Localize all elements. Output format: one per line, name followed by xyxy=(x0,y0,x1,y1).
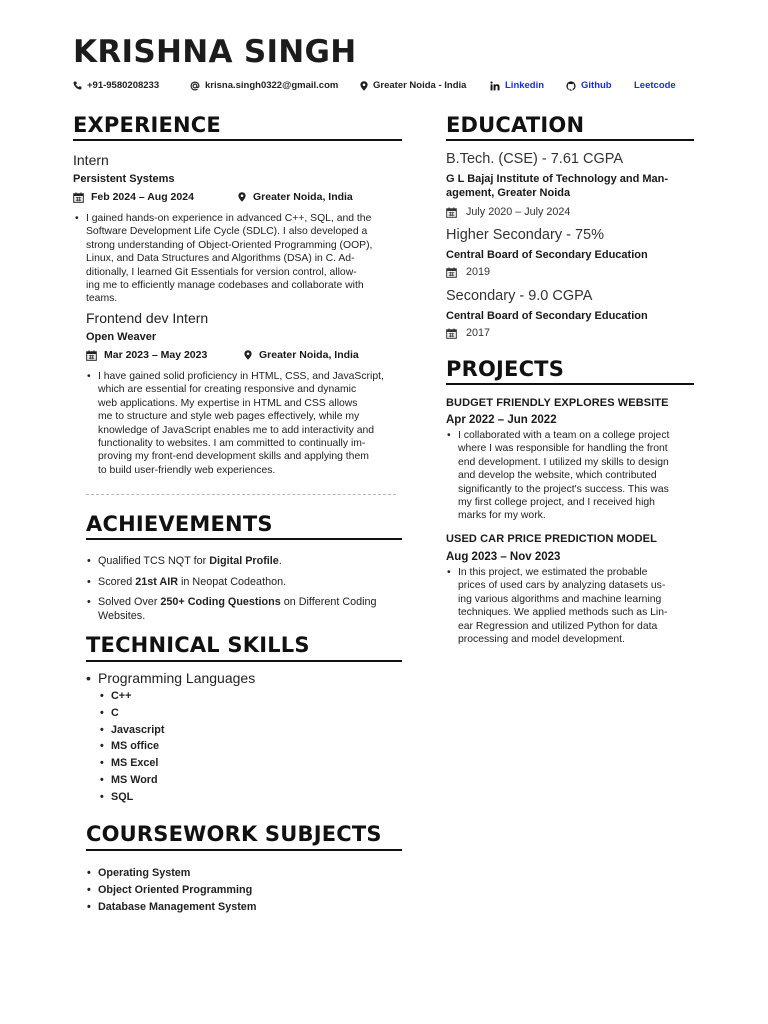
map-marker-icon xyxy=(360,81,368,91)
github-link[interactable] xyxy=(566,80,612,91)
coursework-item: • Operating System xyxy=(98,865,398,882)
calendar-icon xyxy=(86,350,97,361)
achievement-text: Qualified TCS NQT for xyxy=(98,555,210,567)
job-location-text: Greater Noida, India xyxy=(253,191,353,203)
description-line: teams. xyxy=(86,293,118,305)
job-dates xyxy=(73,191,194,203)
description-line: • I gained hands-on experience in advanced C++, SQL, and the xyxy=(86,213,372,224)
linkedin-text: Linkedin xyxy=(505,80,545,91)
description-line: proving my front-end development skills and applying them xyxy=(98,451,369,463)
description-line: • In this project, we estimated the probable xyxy=(458,567,648,578)
skills-divider xyxy=(86,660,402,662)
edu-school-line: Central Board of Secondary Education xyxy=(446,310,648,322)
edu-school xyxy=(446,309,696,323)
location-text: Greater Noida - India xyxy=(373,80,467,91)
coursework-item: • Object Oriented Programming xyxy=(98,882,398,899)
edu-school xyxy=(446,248,696,262)
edu-school-line: Central Board of Secondary Education xyxy=(446,249,648,261)
achievement-item xyxy=(98,555,408,569)
linkedin-link[interactable] xyxy=(490,80,544,91)
phone-contact[interactable] xyxy=(73,80,159,91)
description-line: ear Regression and utilized Python for data xyxy=(458,620,658,632)
description-line: functionality to websites. I am committed to continually im- xyxy=(98,438,366,450)
skills-list xyxy=(111,688,386,806)
achievement-highlight: Digital Profile xyxy=(209,555,279,567)
description-line: • I have gained solid proficiency in HTML, CSS, and JavaScript, xyxy=(98,371,384,382)
achievement-item xyxy=(98,576,408,590)
at-icon xyxy=(190,81,200,91)
description-line: significantly to the project's success. This was xyxy=(458,483,669,495)
calendar-icon xyxy=(446,328,457,339)
coursework-list xyxy=(98,865,398,915)
achievement-item xyxy=(98,596,408,623)
education-divider xyxy=(446,139,694,141)
description-line: Software Development Life Cycle (SDLC). I also developed a xyxy=(86,226,368,238)
job-company: Persistent Systems xyxy=(73,173,175,185)
description-line: which are essential for creating responsive and dynamic xyxy=(98,384,357,396)
edu-school-line: G L Bajaj Institute of Technology and Man- xyxy=(446,173,669,185)
description-line: ing various algorithms and machine learning xyxy=(458,593,662,605)
job-description xyxy=(98,370,413,477)
description-line: processing and model development. xyxy=(458,634,625,646)
skills-heading: TECHNICAL SKILLS xyxy=(86,633,310,657)
section-separator xyxy=(86,494,396,495)
edu-degree: Secondary - 9.0 CGPA xyxy=(446,288,593,304)
achievement-text: . xyxy=(278,555,282,567)
description-line: marks for my work. xyxy=(458,510,546,522)
skills-group-label: Programming Languages xyxy=(98,670,256,686)
description-line: strong understanding of Object-Oriented Programming (OOP), xyxy=(86,239,373,251)
edu-dates xyxy=(446,327,490,339)
achievement-highlight: 21st AIR xyxy=(135,575,179,588)
phone-text: +91-9580208233 xyxy=(87,80,160,91)
project-name: BUDGET FRIENDLY EXPLORES WEBSITE xyxy=(446,397,669,409)
edu-dates xyxy=(446,206,570,218)
achievement-text: Scored xyxy=(98,575,136,588)
achievement-highlight: 250+ Coding Questions xyxy=(160,596,281,608)
map-marker-icon xyxy=(244,350,252,360)
description-line: my first college project, and I received high xyxy=(458,497,655,509)
location-contact xyxy=(360,80,466,91)
bullet: • xyxy=(86,670,91,686)
job-location xyxy=(238,191,353,203)
achievement-text: in Neopat Codeathon. xyxy=(178,575,287,588)
job-location-text: Greater Noida, India xyxy=(259,349,359,361)
description-line: prices of used cars by analyzing datasets us- xyxy=(458,580,666,592)
resume-name: KRISHNA SINGH xyxy=(73,34,357,70)
email-contact[interactable] xyxy=(190,80,338,91)
education-heading: EDUCATION xyxy=(446,113,585,137)
description-line: web applications. My expertise in HTML and CSS allows xyxy=(98,397,358,409)
skills-group-title xyxy=(86,670,386,686)
achievement-text: on Different Coding xyxy=(280,596,377,608)
calendar-icon xyxy=(446,207,457,218)
projects-heading: PROJECTS xyxy=(446,357,565,381)
skill-item: • MS Excel xyxy=(111,755,386,772)
description-line: end development. I utilized my skills to design xyxy=(458,456,669,468)
leetcode-text: Leetcode xyxy=(634,80,676,91)
linkedin-icon xyxy=(490,81,500,91)
description-line: Linux, and Data Structures and Algorithms (DSA) in C. Ad- xyxy=(86,253,355,265)
edu-dates-text: 2017 xyxy=(466,327,491,339)
skill-item: • SQL xyxy=(111,789,386,806)
skills-group xyxy=(86,670,386,806)
edu-dates xyxy=(446,266,490,278)
coursework-item: • Database Management System xyxy=(98,899,398,916)
edu-dates-text: July 2020 – July 2024 xyxy=(466,206,571,218)
achievement-text: Websites. xyxy=(98,609,146,622)
job-dates xyxy=(86,349,207,361)
description-line: where I was responsible for handling the front xyxy=(458,443,668,455)
leetcode-link[interactable] xyxy=(634,80,676,91)
achievement-text: Solved Over xyxy=(98,596,161,608)
email-text: krisna.singh0322@gmail.com xyxy=(205,80,339,91)
description-line: knowledge of JavaScript enables me to add interactivity and xyxy=(98,424,375,436)
edu-degree: B.Tech. (CSE) - 7.61 CGPA xyxy=(446,151,624,167)
coursework-heading: COURSEWORK SUBJECTS xyxy=(86,822,382,846)
description-line: techniques. We applied methods such as Lin- xyxy=(458,607,668,619)
description-line: and develop the website, which contributed xyxy=(458,470,657,482)
job-company: Open Weaver xyxy=(86,331,157,343)
description-line: • I collaborated with a team on a college project xyxy=(458,430,670,441)
project-dates: Aug 2023 – Nov 2023 xyxy=(446,551,561,563)
edu-school xyxy=(446,172,696,200)
achievements-heading: ACHIEVEMENTS xyxy=(86,512,273,536)
github-icon xyxy=(566,81,576,91)
calendar-icon xyxy=(446,267,457,278)
description-line: to build user-friendly web experiences. xyxy=(98,464,276,476)
skill-item: • Javascript xyxy=(111,722,386,739)
edu-dates-text: 2019 xyxy=(466,266,491,278)
job-role: Intern xyxy=(73,152,109,168)
project-description xyxy=(458,566,703,646)
skill-item: • C++ xyxy=(111,688,386,705)
edu-degree: Higher Secondary - 75% xyxy=(446,227,604,243)
map-marker-icon xyxy=(238,192,246,202)
experience-heading: EXPERIENCE xyxy=(73,113,221,137)
job-dates-text: Feb 2024 – Aug 2024 xyxy=(91,191,194,203)
job-dates-text: Mar 2023 – May 2023 xyxy=(104,349,208,361)
phone-icon xyxy=(73,81,82,90)
calendar-icon xyxy=(73,192,84,203)
job-description xyxy=(86,212,411,306)
skill-item: • MS Word xyxy=(111,772,386,789)
description-line: ditionally, I learned Git Essentials for version control, allow- xyxy=(86,266,357,278)
achievements-divider xyxy=(86,538,402,540)
contact-bar xyxy=(73,80,713,96)
skill-item: • C xyxy=(111,705,386,722)
job-location xyxy=(244,349,359,361)
project-description xyxy=(458,429,703,523)
job-role: Frontend dev Intern xyxy=(86,310,209,326)
description-line: me to structure and style web pages effectively, while my xyxy=(98,411,360,423)
skill-item: • MS office xyxy=(111,738,386,755)
experience-divider xyxy=(73,139,402,141)
coursework-divider xyxy=(86,849,402,851)
github-text: Github xyxy=(581,80,612,91)
edu-school-line: agement, Greater Noida xyxy=(446,187,571,199)
project-name: USED CAR PRICE PREDICTION MODEL xyxy=(446,533,657,545)
project-dates: Apr 2022 – Jun 2022 xyxy=(446,414,557,426)
projects-divider xyxy=(446,383,694,385)
achievements-list xyxy=(98,555,408,623)
description-line: ing me to efficiently manage codebases and collaborate with xyxy=(86,280,364,292)
